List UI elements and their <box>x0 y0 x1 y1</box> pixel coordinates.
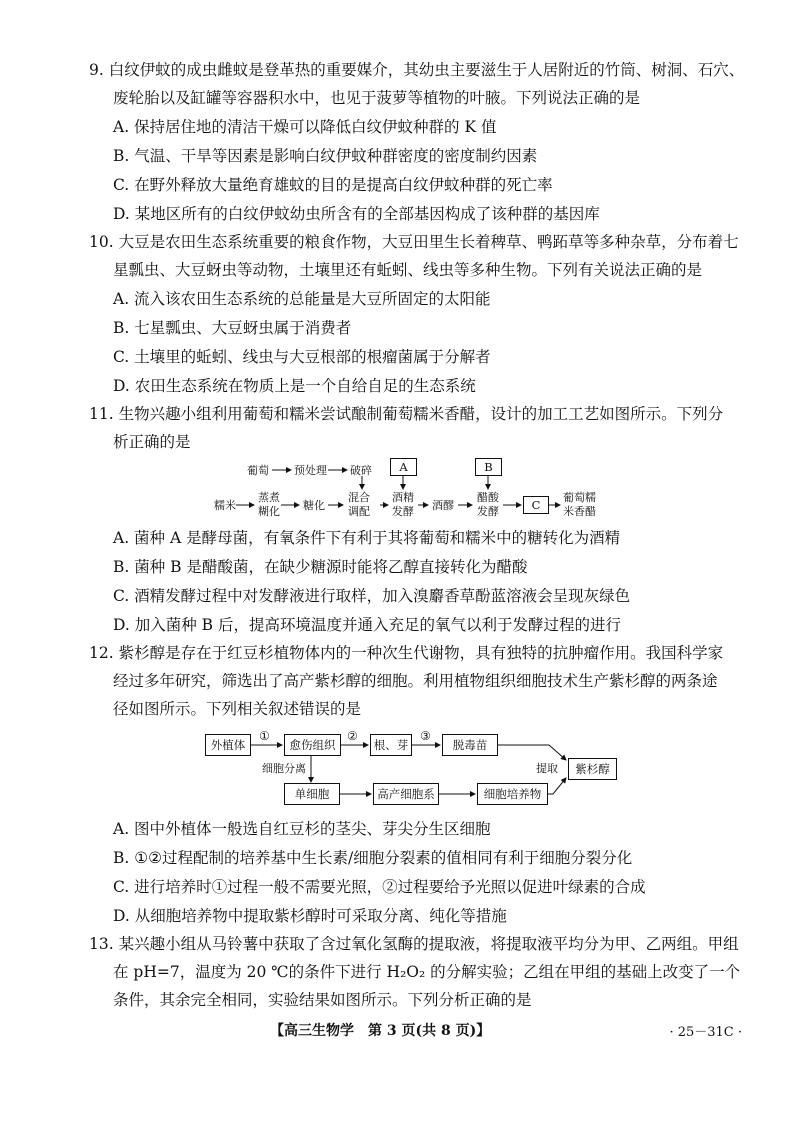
q11-ferment1a: 酒精 <box>392 491 414 504</box>
q9-option-c: C. 在野外释放大量绝育雄蚊的目的是提高白纹伊蚊种群的死亡率 <box>113 176 553 194</box>
q12-stem-line3: 径如图所示。下列相关叙述错误的是 <box>113 700 362 718</box>
q12-option-b: B. ①②过程配制的培养基中生长素/细胞分裂素的值相同有利于细胞分裂分化 <box>113 849 633 867</box>
q11-saccharify: 糖化 <box>303 499 325 512</box>
q11-ferment2b: 发酵 <box>477 505 499 518</box>
q10-option-b: B. 七星瓢虫、大豆蚜虫属于消费者 <box>113 319 352 337</box>
q11-box-c: C <box>523 496 549 514</box>
q10-option-d: D. 农田生态系统在物质上是一个自给自足的生态系统 <box>113 377 476 395</box>
q9-option-b: B. 气温、干旱等因素是影响白纹伊蚊种群密度的密度制约因素 <box>113 147 538 165</box>
q9-stem-line2: 废轮胎以及缸罐等容器积水中，也见于菠萝等植物的叶腋。下列说法正确的是 <box>113 89 641 107</box>
q11-crush: 破碎 <box>350 464 372 477</box>
q11-steam1: 蒸煮 <box>258 491 280 504</box>
q12-taxol-box: 紫杉醇 <box>568 758 617 780</box>
q10-stem-line2: 星瓢虫、大豆蚜虫等动物，土壤里还有蚯蚓、线虫等多种生物。下列有关说法正确的是 <box>113 261 703 279</box>
q12-rootbud-box: 根、芽 <box>370 734 412 756</box>
q11-pretreat: 预处理 <box>294 464 327 477</box>
q12-stem-line1: 12. 紫杉醇是存在于红豆杉植物体内的一种次生代谢物，具有独特的抗肿瘤作用。我国科学家 <box>89 644 724 662</box>
q10-option-c: C. 土壤里的蚯蚓、线虫与大豆根部的根瘤菌属于分解者 <box>113 348 491 366</box>
q12-single-box: 单细胞 <box>284 783 340 805</box>
q11-box-a: A <box>390 458 417 476</box>
q12-step2: ② <box>347 729 358 743</box>
q11-option-d: D. 加入菌种 B 后，提高环境温度并通入充足的氧气以利于发酵过程的进行 <box>113 616 621 634</box>
q11-ferment2a: 醋酸 <box>477 491 499 504</box>
q10-option-a: A. 流入该农田生态系统的总能量是大豆所固定的太阳能 <box>113 290 491 308</box>
q12-option-d: D. 从细胞培养物中提取紫杉醇时可采取分离、纯化等措施 <box>113 907 507 925</box>
q11-stem-line1: 11. 生物兴趣小组利用葡萄和糯米尝试酿制葡萄糯米香醋，设计的加工工艺如图所示。下列分 <box>89 405 724 423</box>
q11-ferment1b: 发酵 <box>392 505 414 518</box>
q11-product2: 米香醋 <box>563 505 596 518</box>
q9-option-d: D. 某地区所有的白纹伊蚊幼虫所含有的全部基因构成了该种群的基因库 <box>113 205 600 223</box>
q11-option-c: C. 酒精发酵过程中对发酵液进行取样，加入溴麝香草酚蓝溶液会呈现灰绿色 <box>113 587 631 605</box>
q13-stem-line2: 在 pH=7，温度为 20 ℃的条件下进行 H₂O₂ 的分解实验；乙组在甲组的基础上改变了一个 <box>113 963 741 981</box>
exam-code: · 25－31C · <box>669 1025 742 1040</box>
q12-explant-box: 外植体 <box>205 734 251 756</box>
q11-product1: 葡萄糯 <box>563 491 596 504</box>
q12-highline-box: 高产细胞系 <box>373 783 439 805</box>
q12-seedling-box: 脱毒苗 <box>442 734 498 756</box>
q11-option-b: B. 菌种 B 是醋酸菌，在缺少糖源时能将乙醇直接转化为醋酸 <box>113 558 528 576</box>
q12-option-c: C. 进行培养时①过程一般不需要光照，②过程要给予光照以促进叶绿素的合成 <box>113 878 646 896</box>
q11-option-a: A. 菌种 A 是酵母菌，有氧条件下有利于其将葡萄和糯米中的糖转化为酒精 <box>113 529 621 547</box>
q12-extract-label: 提取 <box>536 762 558 775</box>
q12-callus-box: 愈伤组织 <box>284 734 341 756</box>
q12-step3: ③ <box>420 729 431 743</box>
q12-option-a: A. 图中外植体一般选自红豆杉的茎尖、芽尖分生区细胞 <box>113 820 491 838</box>
q11-mix2: 调配 <box>348 505 370 518</box>
q11-grape: 葡萄 <box>247 464 269 477</box>
q11-mix1: 混合 <box>348 491 370 504</box>
q12-step1: ① <box>259 729 270 743</box>
q13-stem-line3: 条件，其余完全相同，实验结果如图所示。下列分析正确的是 <box>113 991 532 1009</box>
q11-wine: 酒醪 <box>432 499 454 512</box>
q11-rice: 糯米 <box>214 499 236 512</box>
q11-stem-line2: 析正确的是 <box>113 433 191 451</box>
q12-separate-label: 细胞分离 <box>262 762 306 775</box>
q13-stem-line1: 13. 某兴趣小组从马铃薯中获取了含过氧化氢酶的提取液，将提取液平均分为甲、乙两组。甲组 <box>89 935 739 953</box>
q11-box-b: B <box>475 458 502 476</box>
q9-option-a: A. 保持居住地的清洁干燥可以降低白纹伊蚊种群的 K 值 <box>113 118 497 136</box>
q10-stem-line1: 10. 大豆是农田生态系统重要的粮食作物，大豆田里生长着稗草、鸭跖草等多种杂草，分布着七 <box>89 233 739 251</box>
q9-stem-line1: 9. 白纹伊蚊的成虫雌蚊是登革热的重要媒介，其幼虫主要滋生于人居附近的竹筒、树洞、石穴、 <box>89 61 745 79</box>
q11-steam2: 糊化 <box>258 505 280 518</box>
q12-stem-line2: 经过多年研究，筛选出了高产紫杉醇的细胞。利用植物组织细胞技术生产紫杉醇的两条途 <box>113 672 718 690</box>
q12-culture-box: 细胞培养物 <box>477 783 548 805</box>
page-footer: 【高三生物学 第 3 页(共 8 页)】 <box>270 1023 491 1039</box>
